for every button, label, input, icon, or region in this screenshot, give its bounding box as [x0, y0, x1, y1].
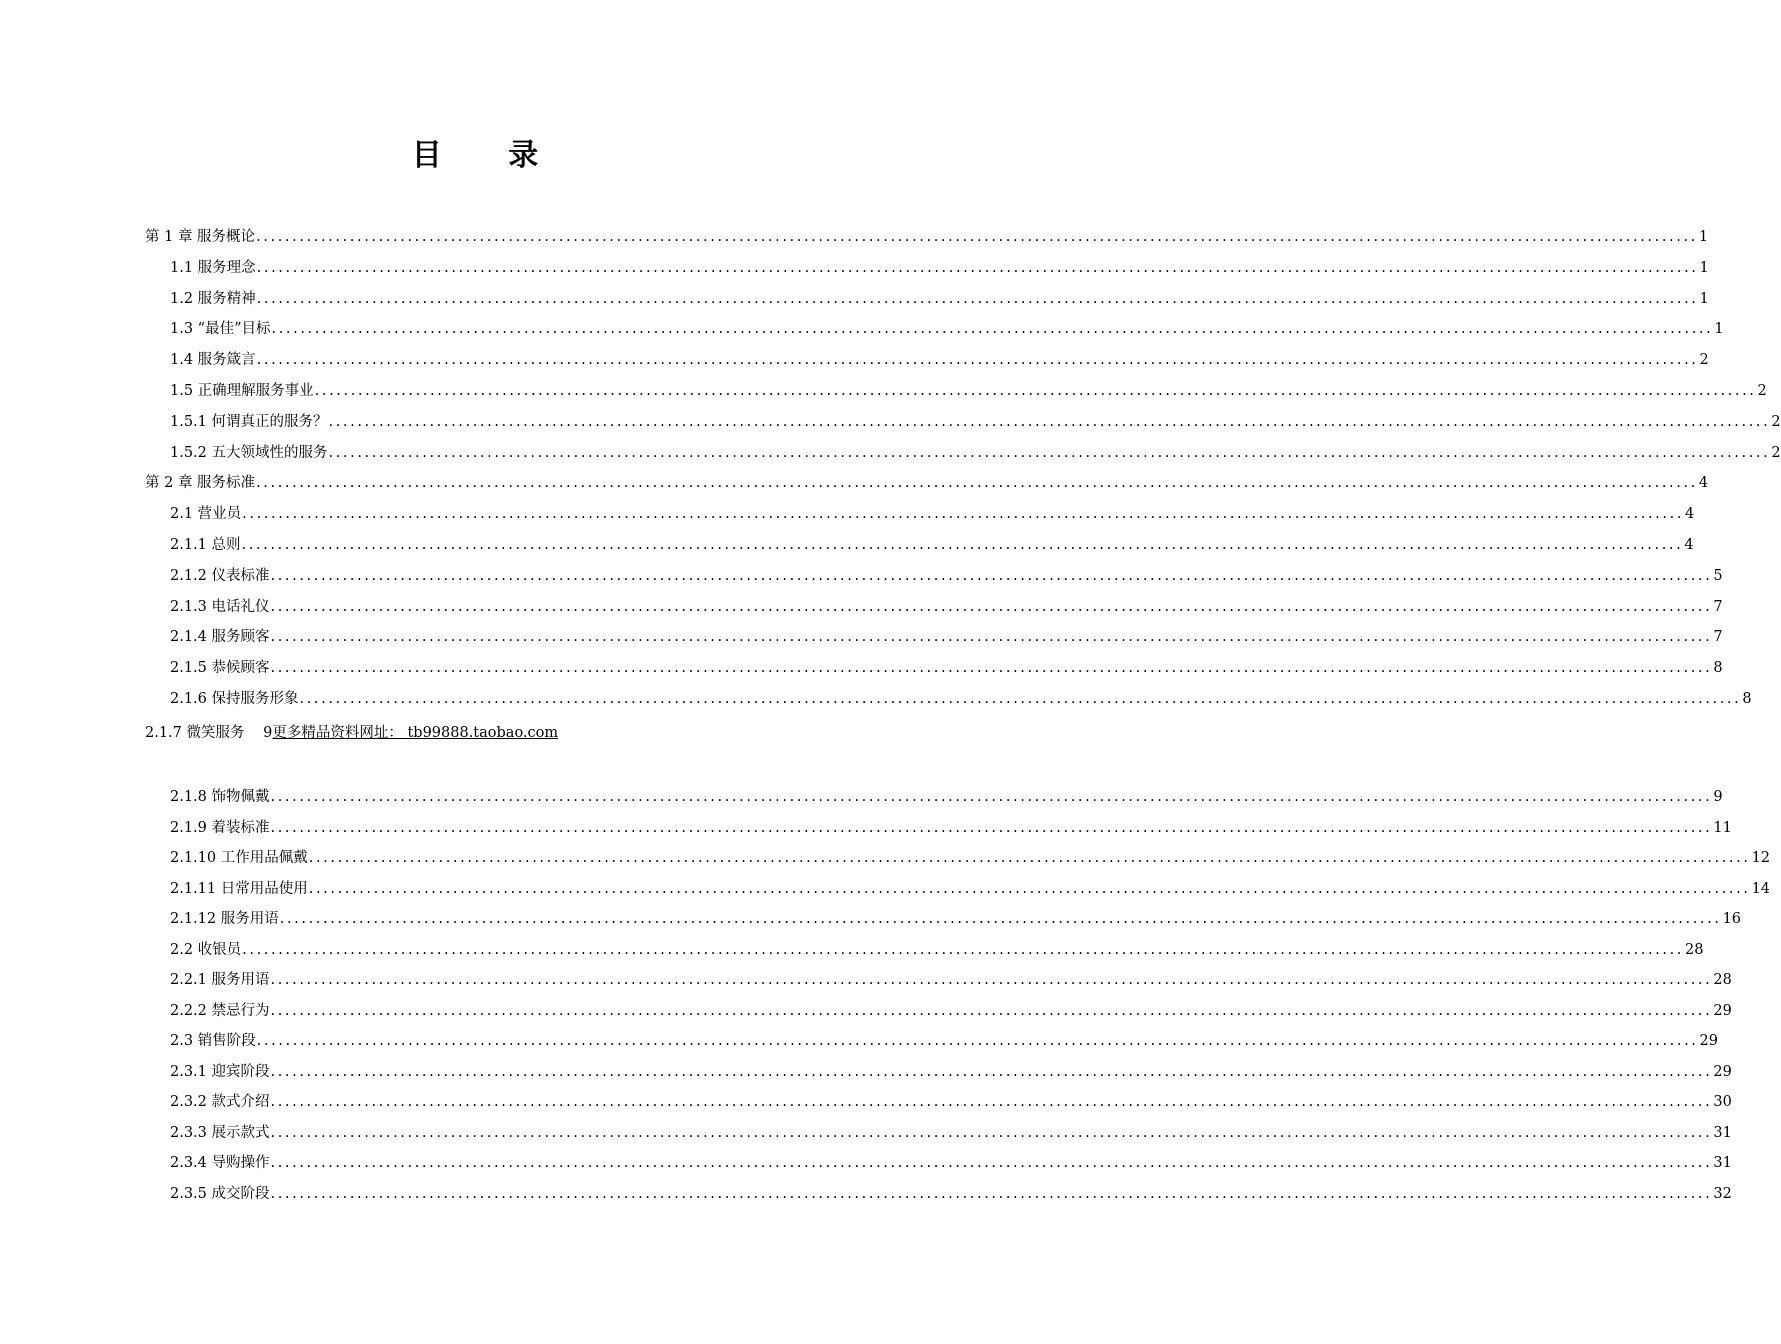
- toc-entry[interactable]: [170, 596, 1723, 618]
- toc-entry[interactable]: [170, 349, 1709, 371]
- dot-leader: ........................................................................................................................................................................................................: [256, 229, 1698, 245]
- toc-entry-page: 4: [1685, 506, 1695, 523]
- toc-entry-label: 2.3.2 款式介绍: [170, 1094, 270, 1110]
- toc-entry-label: 2.1.2 仪表标准: [170, 567, 270, 584]
- toc-entry-label: 1.1 服务理念: [170, 259, 256, 276]
- toc-entry[interactable]: [170, 288, 1709, 310]
- toc-entry-label: 2.1.5 恭候顾客: [170, 660, 270, 677]
- toc-entry[interactable]: [170, 1183, 1732, 1205]
- toc-entry[interactable]: [170, 1030, 1718, 1052]
- toc-entry[interactable]: [170, 908, 1742, 930]
- toc-entry-page: 2: [1757, 383, 1767, 399]
- toc-entry-page: 9: [1713, 789, 1723, 805]
- toc-entry-label: 2.1.7 微笑服务: [145, 725, 245, 741]
- toc-entry-label: 2.3.4 导购操作: [170, 1155, 270, 1171]
- toc-entry-page: 8: [1713, 660, 1723, 677]
- toc-entry-label: 2.3.5 成交阶段: [170, 1185, 270, 1202]
- toc-entry-label: 1.4 服务箴言: [170, 352, 256, 369]
- toc-entry-page: 7: [1713, 598, 1723, 615]
- toc-entry-page: 1: [1699, 259, 1709, 276]
- toc-entry-page: 29: [1713, 1063, 1732, 1080]
- website-link[interactable]: 更多精品资料网址： tb99888.taobao.com: [272, 725, 559, 741]
- dot-leader: ........................................................................................................................................................................................................: [270, 1094, 1713, 1110]
- toc-entry[interactable]: [170, 503, 1695, 525]
- toc-entry[interactable]: [170, 411, 1781, 433]
- toc-entry-label: 第 2 章 服务标准: [145, 475, 256, 492]
- dot-leader: ........................................................................................................................................................................................................: [242, 506, 1684, 523]
- dot-leader: ........................................................................................................................................................................................................: [256, 259, 1699, 276]
- toc-entry-label: 1.5.1 何谓真正的服务？: [170, 413, 328, 430]
- toc-entry-label: 第 1 章 服务概论: [145, 229, 256, 245]
- toc-entry-page: 28: [1685, 941, 1704, 958]
- toc-entry[interactable]: [170, 969, 1732, 991]
- toc-entry-label: 2.1.4 服务顾客: [170, 629, 270, 646]
- dot-leader: ........................................................................................................................................................................................................: [308, 880, 1751, 897]
- toc-entry-page: 1: [1698, 229, 1709, 245]
- dot-leader: ........................................................................................................................................................................................................: [270, 567, 1713, 584]
- dot-leader: ........................................................................................................................................................................................................: [270, 972, 1713, 988]
- toc-entry-label: 2.3 销售阶段: [170, 1033, 256, 1049]
- toc-entry[interactable]: [170, 939, 1704, 961]
- toc-entry[interactable]: [170, 318, 1724, 340]
- toc-entry-page: 16: [1722, 911, 1742, 927]
- toc-entry[interactable]: [170, 1122, 1732, 1144]
- toc-entry-label: 2.1.12 服务用语: [170, 911, 279, 927]
- dot-leader: ........................................................................................................................................................................................................: [256, 475, 1698, 492]
- toc-entry-page: 1: [1699, 290, 1709, 307]
- toc-entry-page: 5: [1713, 567, 1723, 584]
- toc-entry-label: 1.5.2 五大领域性的服务: [170, 444, 328, 461]
- page-title: 目 录: [411, 138, 567, 173]
- toc-entry-label: 2.2.1 服务用语: [170, 972, 270, 988]
- dot-leader: ........................................................................................................................................................................................................: [241, 537, 1684, 553]
- toc-entry-page: 9: [263, 725, 273, 741]
- dot-leader: ........................................................................................................................................................................................................: [270, 819, 1713, 836]
- toc-entry-page: 11: [1713, 819, 1732, 836]
- dot-leader: ........................................................................................................................................................................................................: [242, 941, 1684, 958]
- toc-entry[interactable]: [170, 1091, 1732, 1113]
- toc-entry[interactable]: [170, 847, 1771, 869]
- toc-entry[interactable]: [170, 1152, 1732, 1174]
- toc-entry-page: 2: [1699, 352, 1709, 369]
- toc-entry-page: 14: [1751, 880, 1771, 897]
- dot-leader: ........................................................................................................................................................................................................: [270, 629, 1713, 646]
- toc-entry[interactable]: [145, 226, 1709, 248]
- dot-leader: ........................................................................................................................................................................................................: [270, 660, 1713, 677]
- toc-entry[interactable]: [170, 626, 1723, 648]
- dot-leader: ........................................................................................................................................................................................................: [271, 321, 1714, 338]
- toc-entry-label: 2.1.9 着装标准: [170, 819, 270, 836]
- toc-entry-page: 4: [1684, 537, 1694, 553]
- dot-leader: ........................................................................................................................................................................................................: [270, 598, 1713, 615]
- toc-entry[interactable]: [170, 688, 1752, 710]
- toc-entry-label: 2.3.3 展示款式: [170, 1124, 270, 1141]
- dot-leader: ........................................................................................................................................................................................................: [256, 352, 1699, 369]
- toc-entry-label: 2.3.1 迎宾阶段: [170, 1063, 270, 1080]
- toc-entry[interactable]: [170, 817, 1732, 839]
- toc-entry-label: 1.5 正确理解服务事业: [170, 383, 314, 399]
- dot-leader: ........................................................................................................................................................................................................: [328, 413, 1771, 430]
- toc-entry-page: 2: [1771, 444, 1781, 461]
- toc-entry-page: 12: [1751, 850, 1771, 866]
- toc-entry-label: 1.2 服务精神: [170, 290, 256, 307]
- toc-entry[interactable]: [170, 257, 1709, 279]
- toc-entry[interactable]: [170, 1000, 1732, 1022]
- toc-entry-label: 1.3 “最佳”目标: [170, 321, 271, 338]
- toc-entry-label: 2.1.6 保持服务形象: [170, 691, 299, 707]
- toc-entry-label: 2.1.1 总则: [170, 537, 241, 553]
- dot-leader: ........................................................................................................................................................................................................: [256, 290, 1699, 307]
- toc-entry[interactable]: [170, 657, 1723, 679]
- toc-entry-label: 2.2 收银员: [170, 941, 242, 958]
- toc-entry[interactable]: [170, 786, 1723, 808]
- toc-entry-label: 2.1.11 日常用品使用: [170, 880, 308, 897]
- toc-entry[interactable]: [170, 442, 1781, 464]
- dot-leader: ........................................................................................................................................................................................................: [270, 1002, 1713, 1019]
- toc-entry[interactable]: [170, 565, 1723, 587]
- dot-leader: ........................................................................................................................................................................................................: [270, 1155, 1713, 1171]
- toc-entry-label: 2.1.8 饰物佩戴: [170, 789, 270, 805]
- toc-entry-label: 2.1.3 电话礼仪: [170, 598, 270, 615]
- dot-leader: ........................................................................................................................................................................................................: [256, 1033, 1699, 1049]
- toc-entry-page: 30: [1713, 1094, 1732, 1110]
- toc-entry-page: 7: [1713, 629, 1723, 646]
- dot-leader: ........................................................................................................................................................................................................: [328, 444, 1771, 461]
- toc-entry-page: 4: [1698, 475, 1709, 492]
- toc-entry[interactable]: [170, 878, 1771, 900]
- toc-entry-page: 31: [1713, 1124, 1732, 1141]
- toc-entry-page: 29: [1713, 1002, 1732, 1019]
- dot-leader: ........................................................................................................................................................................................................: [299, 691, 1742, 707]
- toc-entry-page: 8: [1742, 691, 1752, 707]
- dot-leader: ........................................................................................................................................................................................................: [314, 383, 1757, 399]
- toc-entry[interactable]: [170, 534, 1694, 556]
- toc-entry[interactable]: [170, 1061, 1732, 1083]
- toc-entry-page: 29: [1699, 1033, 1718, 1049]
- dot-leader: ........................................................................................................................................................................................................: [308, 850, 1751, 866]
- toc-entry-page: 32: [1713, 1185, 1732, 1202]
- dot-leader: ........................................................................................................................................................................................................: [270, 1124, 1713, 1141]
- toc-entry-page: 31: [1713, 1155, 1732, 1171]
- dot-leader: ........................................................................................................................................................................................................: [270, 1063, 1713, 1080]
- dot-leader: ........................................................................................................................................................................................................: [270, 1185, 1713, 1202]
- toc-entry-label: 2.1 营业员: [170, 506, 242, 523]
- toc-entry[interactable]: [170, 380, 1767, 402]
- dot-leader: ........................................................................................................................................................................................................: [270, 789, 1713, 805]
- toc-entry-page: 1: [1714, 321, 1724, 338]
- toc-entry-label: 2.2.2 禁忌行为: [170, 1002, 270, 1019]
- toc-entry-page: 2: [1771, 413, 1781, 430]
- toc-entry[interactable]: [145, 472, 1709, 494]
- toc-entry-page: 28: [1713, 972, 1732, 988]
- toc-entry-special[interactable]: [145, 722, 558, 744]
- toc-entry-label: 2.1.10 工作用品佩戴: [170, 850, 308, 866]
- dot-leader: ........................................................................................................................................................................................................: [279, 911, 1722, 927]
